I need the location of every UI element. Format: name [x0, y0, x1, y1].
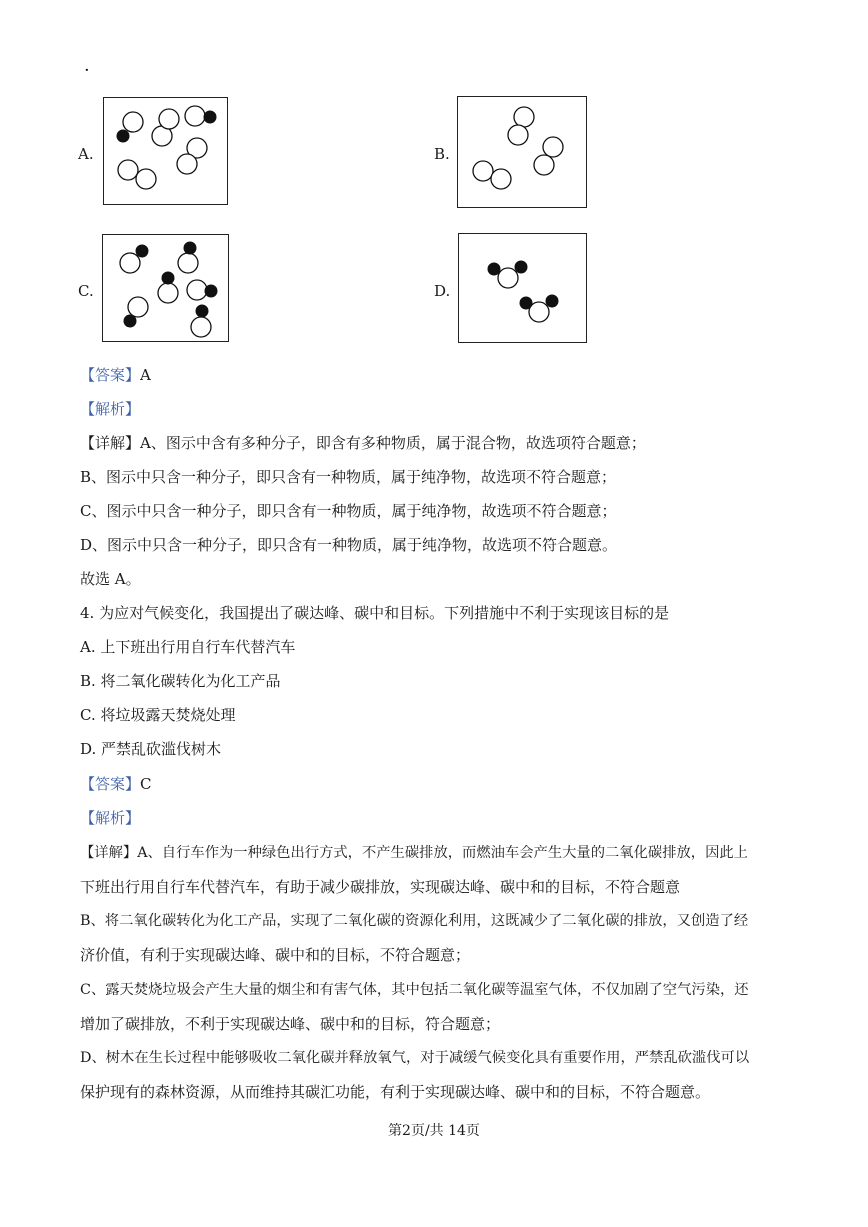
- white-atom: [491, 169, 511, 189]
- answer-value: A: [140, 366, 151, 384]
- black-atom: [196, 305, 209, 318]
- q4-detail-line: D、树木在生长过程中能够吸收二氧化碳并释放氧气，对于减缓气候变化具有重要作用，严禁乱砍滥伐可以: [80, 1050, 750, 1066]
- q4-detail-line: 济价值，有利于实现碳达峰、碳中和的目标，不符合题意；: [80, 946, 471, 964]
- detail-tag: 【详解】: [80, 434, 141, 452]
- white-atom: [498, 268, 518, 288]
- white-atom: [185, 106, 205, 126]
- black-atom: [184, 242, 197, 255]
- black-atom: [136, 245, 149, 258]
- white-atom: [118, 160, 138, 180]
- q3-conclusion: 故选 A。: [80, 570, 141, 588]
- q4-answer: [80, 774, 152, 794]
- q4-detail-line: 下班出行用自行车代替汽车，有助于减少碳排放，实现碳达峰、碳中和的目标，不符合题意: [80, 878, 681, 896]
- q4-detail-line: B、将二氧化碳转化为化工产品，实现了二氧化碳的资源化利用，这既减少了二氧化碳的排放，又创造了经: [80, 913, 749, 929]
- option-c-label: C.: [78, 282, 94, 300]
- option-a-molecules: [104, 98, 229, 206]
- option-d-label: D.: [434, 282, 451, 300]
- q4-choice-a: A. 上下班出行用自行车代替汽车: [80, 638, 296, 656]
- black-atom: [546, 295, 559, 308]
- answer-tag: 【答案】: [80, 775, 141, 793]
- q4-choice-c: C. 将垃圾露天焚烧处理: [80, 706, 236, 724]
- q4-detail-line: [80, 843, 748, 863]
- option-a-diagram: [103, 97, 228, 205]
- black-atom: [205, 285, 218, 298]
- white-atom: [514, 107, 534, 127]
- option-d-diagram: [458, 233, 587, 343]
- analysis-tag: 【解析】: [80, 809, 141, 827]
- white-atom: [136, 169, 156, 189]
- white-atom: [473, 161, 493, 181]
- white-atom: [128, 297, 148, 317]
- white-atom: [177, 154, 197, 174]
- detail-tag: 【详解】: [80, 845, 138, 861]
- q4-choice-b: B. 将二氧化碳转化为化工产品: [80, 672, 281, 690]
- white-atom: [543, 137, 563, 157]
- option-a-label: A.: [78, 145, 94, 163]
- option-c-diagram: [102, 234, 229, 342]
- option-b-label: B.: [434, 145, 450, 163]
- black-atom: [515, 261, 528, 274]
- q4-detail-line: C、露天焚烧垃圾会产生大量的烟尘和有害气体，其中包括二氧化碳等温室气体，不仅加剧了空气污染，还: [80, 982, 749, 998]
- detail-text: A、自行车作为一种绿色出行方式，不产生碳排放，而燃油车会产生大量的二氧化碳排放，因此上: [137, 845, 748, 861]
- q3-detail-line: B、图示中只含一种分子，即只含有一种物质，属于纯净物，故选项不符合题意；: [80, 468, 617, 486]
- white-atom: [178, 253, 198, 273]
- answer-value: C: [140, 775, 152, 793]
- detail-text: A、图示中含有多种分子，即含有多种物质，属于混合物，故选项符合题意；: [140, 434, 646, 452]
- white-atom: [191, 317, 211, 337]
- q3-detail-line: C、图示中只含一种分子，即只含有一种物质，属于纯净物，故选项不符合题意；: [80, 502, 617, 520]
- option-d-molecules: [459, 234, 588, 344]
- white-atom: [534, 155, 554, 175]
- q4-detail-line: 增加了碳排放，不利于实现碳达峰、碳中和的目标，符合题意；: [80, 1015, 501, 1033]
- black-atom: [117, 130, 130, 143]
- q3-detail-line: [80, 433, 646, 453]
- white-atom: [187, 280, 207, 300]
- q3-detail-line: D、图示中只含一种分子，即只含有一种物质，属于纯净物，故选项不符合题意。: [80, 536, 618, 554]
- q4-stem: 4. 为应对气候变化，我国提出了碳达峰、碳中和目标。下列措施中不利于实现该目标的是: [80, 604, 670, 622]
- page-footer: 第2页/共 14页: [388, 1123, 480, 1139]
- q3-analysis: [80, 399, 140, 419]
- white-atom: [158, 283, 178, 303]
- white-atom: [508, 125, 528, 145]
- white-atom: [159, 109, 179, 129]
- q4-detail-line: 保护现有的森林资源，从而维持其碳汇功能，有利于实现碳达峰、碳中和的目标，不符合题意。: [80, 1083, 711, 1101]
- leading-mark: ·: [84, 60, 90, 81]
- q4-analysis: [80, 808, 140, 828]
- black-atom: [520, 297, 533, 310]
- analysis-tag: 【解析】: [80, 400, 141, 418]
- white-atom: [120, 253, 140, 273]
- black-atom: [204, 111, 217, 124]
- black-atom: [162, 272, 175, 285]
- option-c-molecules: [103, 235, 230, 343]
- option-b-diagram: [457, 96, 587, 208]
- black-atom: [488, 263, 501, 276]
- black-atom: [124, 315, 137, 328]
- q3-answer: [80, 365, 151, 385]
- q4-choice-d: D. 严禁乱砍滥伐树木: [80, 740, 222, 758]
- option-b-molecules: [458, 97, 588, 209]
- white-atom: [123, 112, 143, 132]
- answer-tag: 【答案】: [80, 366, 141, 384]
